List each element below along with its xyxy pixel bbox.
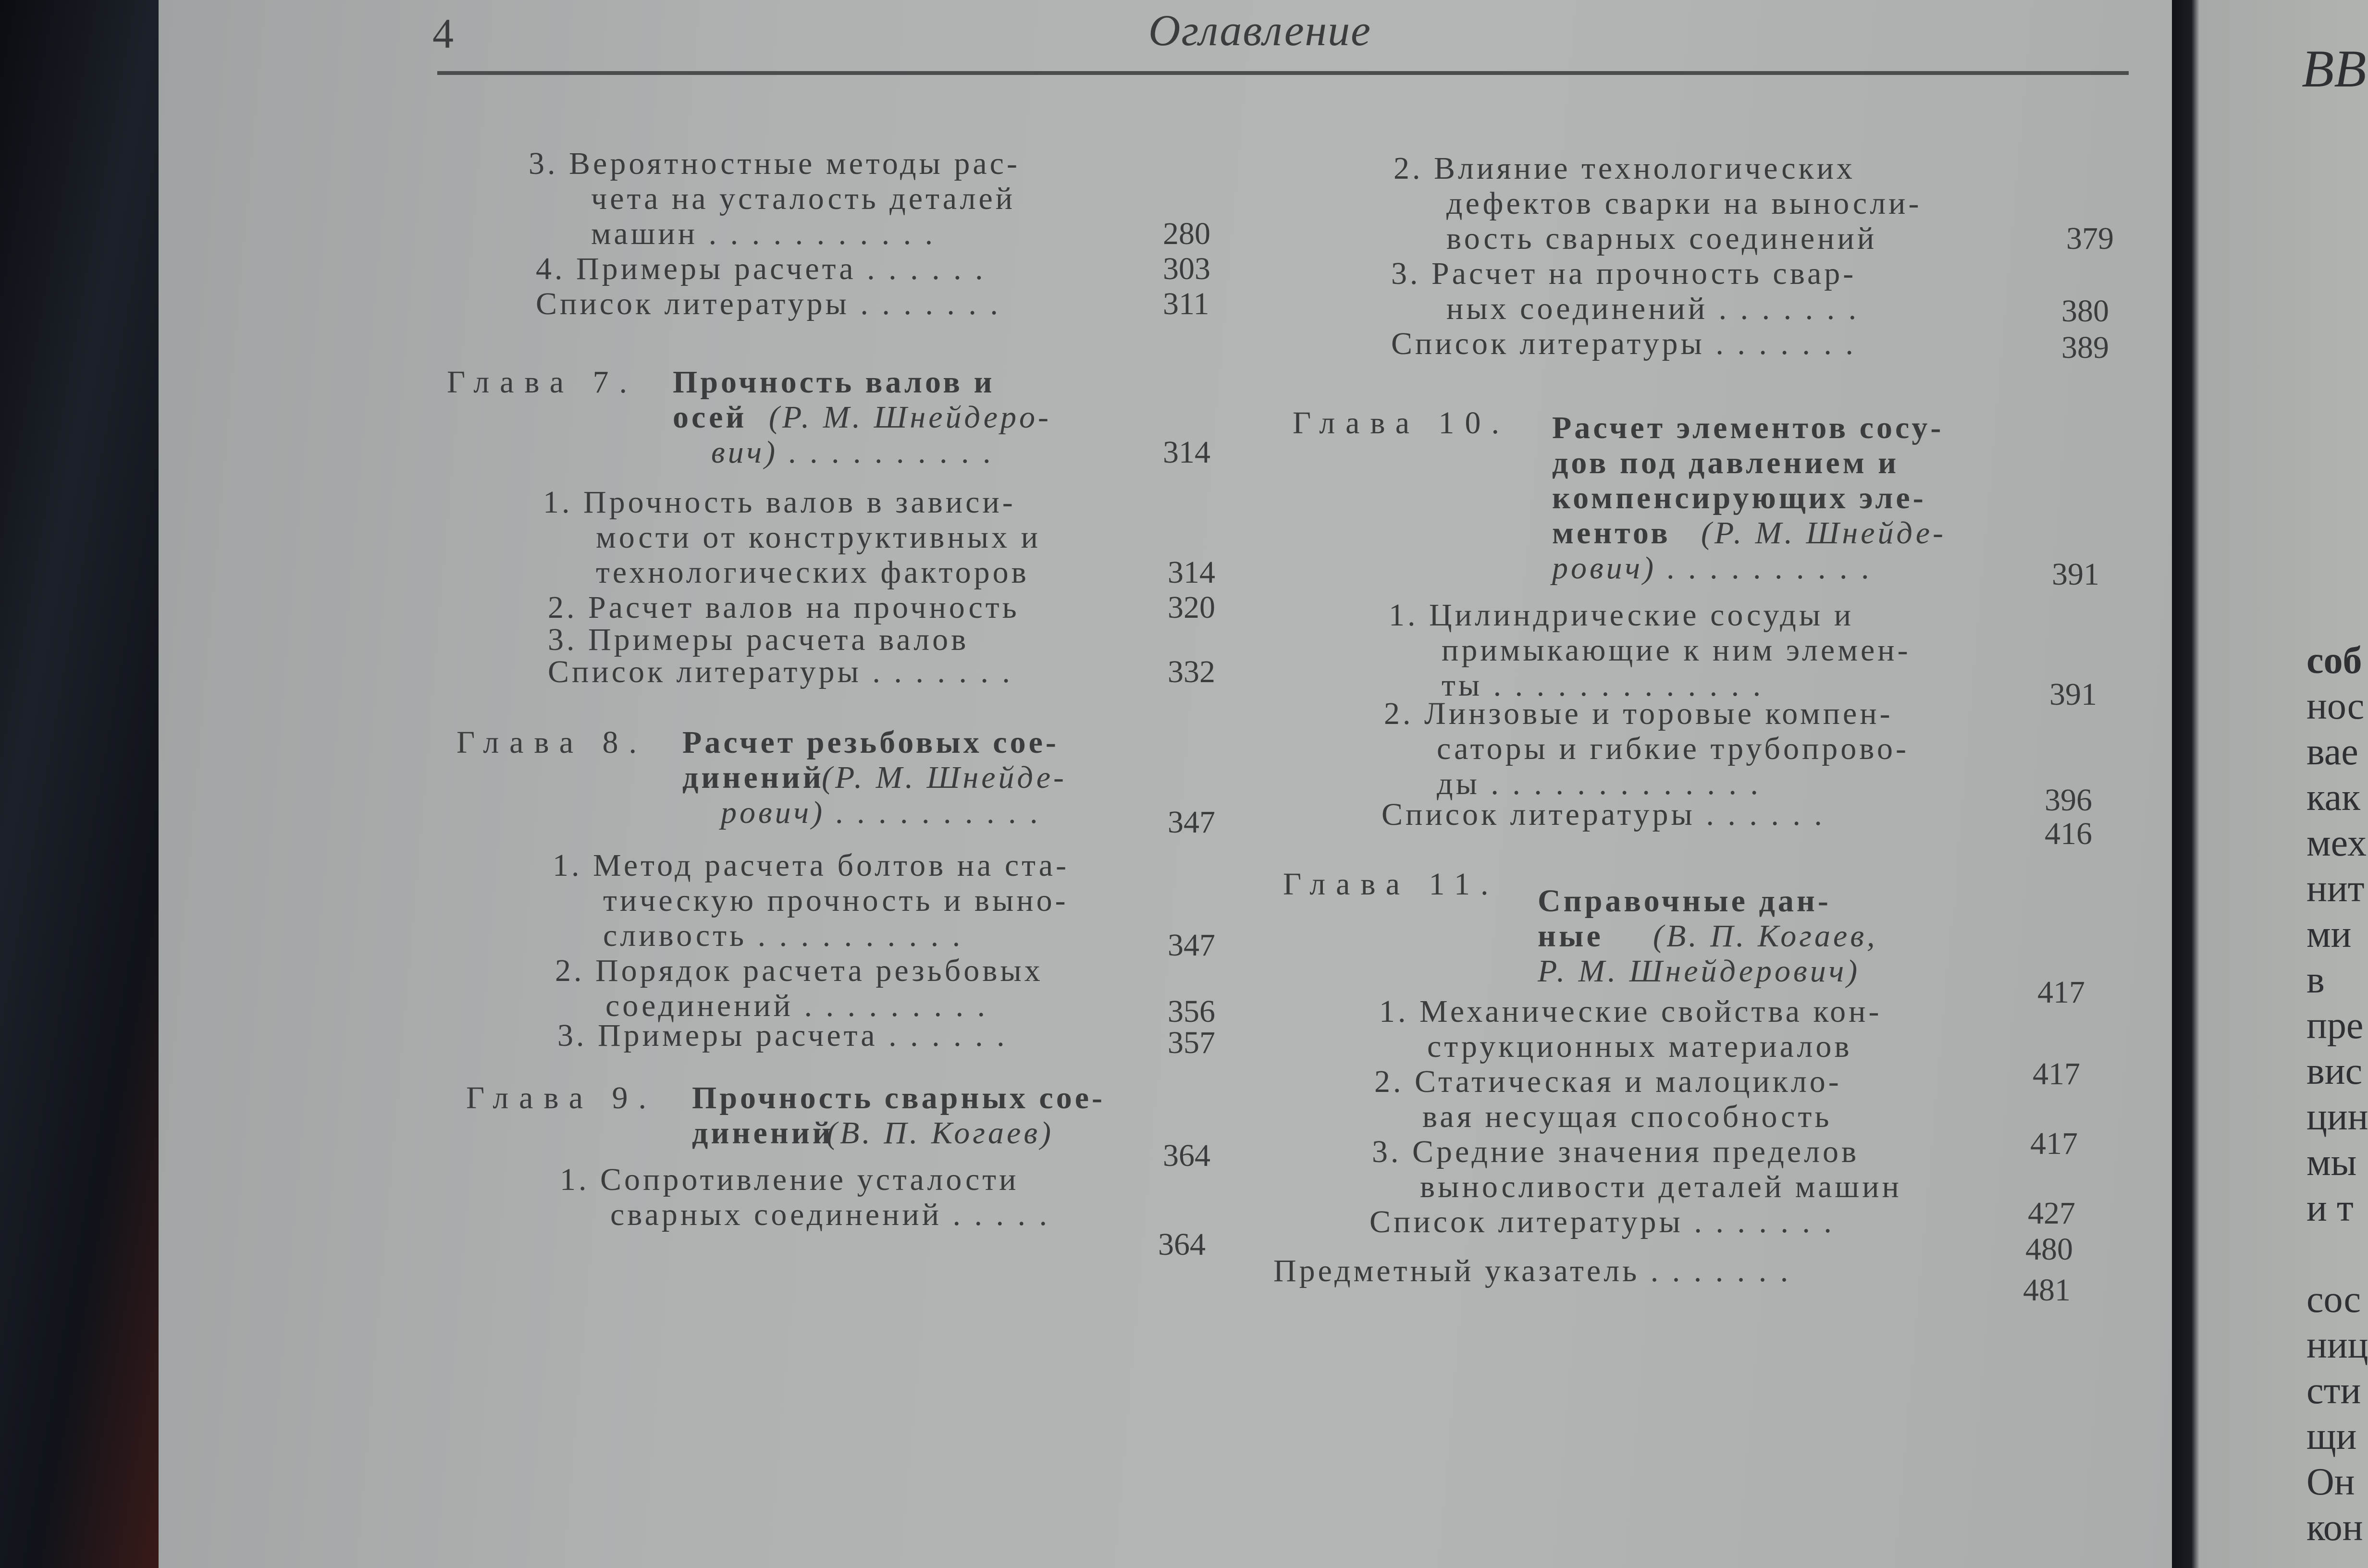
toc-entry: тическую прочность и выно- [603, 883, 1069, 918]
next-page-text: и т [2306, 1187, 2354, 1229]
chapter-label: Глава 9. [466, 1080, 657, 1115]
page-title: Оглавление [1148, 6, 1372, 55]
toc-entry: примыкающие к ним элемен- [1442, 633, 1911, 668]
toc-entry: 4. Примеры расчета . . . . . . [536, 251, 986, 286]
toc-entry: выносливости деталей машин [1420, 1169, 1902, 1204]
toc-entry: 2. Линзовые и торовые компен- [1384, 696, 1893, 731]
chapter-label: Глава 8. [456, 725, 648, 760]
chapter-author: (В. П. Когаев) [826, 1115, 1054, 1151]
toc-page: 380 [2061, 294, 2109, 329]
toc-entry: 3. Примеры расчета валов [548, 622, 969, 657]
next-page-text: пре [2306, 1004, 2364, 1047]
toc-page: 357 [1168, 1025, 1215, 1060]
toc-page: 332 [1168, 654, 1215, 689]
next-page-text: ми [2306, 913, 2352, 956]
toc-entry: чета на усталость деталей [591, 181, 1016, 216]
toc-entry: Список литературы . . . . . . . [548, 654, 1013, 689]
toc-page: 379 [2066, 221, 2114, 256]
toc-entry: сливость . . . . . . . . . . [603, 918, 963, 953]
chapter-title: Расчет резьбовых сое- [682, 725, 1059, 760]
chapter-label: Глава 10. [1293, 405, 1510, 441]
toc-page: 356 [1168, 994, 1215, 1029]
chapter-title: ные [1538, 919, 1603, 954]
chapter-author: вич) . . . . . . . . . . [711, 435, 995, 470]
toc-page: 396 [2045, 783, 2092, 818]
toc-page: 364 [1163, 1138, 1210, 1173]
toc-page: 364 [1158, 1227, 1206, 1262]
toc-entry: вая несущая способность [1422, 1099, 1832, 1134]
toc-page: 427 [2028, 1196, 2075, 1231]
toc-page: 303 [1163, 251, 1210, 286]
toc-entry: 3. Средние значения пределов [1372, 1134, 1860, 1169]
next-page-text: цин [2306, 1096, 2368, 1138]
chapter-author: (Р. М. Шнейдеро- [769, 400, 1052, 435]
toc-entry: 1. Цилиндрические сосуды и [1389, 598, 1854, 633]
toc-entry: 1. Метод расчета болтов на ста- [553, 848, 1070, 883]
toc-entry: машин . . . . . . . . . . . [591, 216, 936, 251]
chapter-title: динений [692, 1115, 834, 1151]
toc-entry: ных соединений . . . . . . . [1446, 291, 1860, 326]
toc-entry: 3. Расчет на прочность свар- [1391, 256, 1857, 291]
chapter-author: рович) . . . . . . . . . . [1552, 551, 1873, 586]
header-rule [437, 71, 2129, 75]
next-page-text: кон [2306, 1507, 2363, 1549]
toc-entry: технологических факторов [596, 555, 1029, 590]
next-page-text: сос [2306, 1278, 2361, 1321]
toc-entry: ды . . . . . . . . . . . . . [1437, 766, 1761, 801]
next-page-text: сти [2306, 1370, 2361, 1412]
toc-page: 417 [2030, 1126, 2078, 1161]
toc-page: 481 [2023, 1273, 2071, 1308]
toc-entry: Список литературы . . . . . . . [536, 286, 1001, 321]
toc-page: 416 [2045, 816, 2092, 851]
next-page-text: ниц [2306, 1324, 2368, 1366]
next-page-text: как [2306, 776, 2361, 819]
toc-entry: саторы и гибкие трубопрово- [1437, 731, 1909, 766]
chapter-label: Глава 11. [1283, 867, 1499, 902]
toc-page: 320 [1168, 590, 1215, 625]
chapter-title: динений [682, 760, 824, 795]
toc-entry: 2. Расчет валов на прочность [548, 590, 1020, 625]
next-page-text: мех [2306, 822, 2367, 864]
toc-page: 314 [1168, 555, 1215, 590]
toc-page: 280 [1163, 216, 1210, 251]
chapter-label: Глава 7. [447, 365, 638, 400]
background-left [0, 0, 163, 1568]
toc-entry: 2. Статическая и малоцикло- [1374, 1064, 1842, 1099]
toc-entry: 2. Порядок расчета резьбовых [555, 953, 1043, 988]
toc-page: 311 [1163, 286, 1209, 321]
chapter-title: Расчет элементов сосу- [1552, 410, 1944, 445]
toc-page: 347 [1168, 805, 1215, 840]
next-page-text: мы [2306, 1141, 2357, 1184]
next-page-text: вае [2306, 731, 2358, 773]
toc-entry: 1. Механические свойства кон- [1379, 994, 1882, 1029]
next-page-text: нос [2306, 685, 2365, 727]
toc-entry: 1. Прочность валов в зависи- [543, 485, 1016, 520]
toc-page: 391 [2049, 677, 2097, 712]
toc-entry: Предметный указатель . . . . . . . [1273, 1253, 1791, 1288]
chapter-author: рович) . . . . . . . . . . [721, 795, 1042, 830]
chapter-title: Справочные дан- [1538, 883, 1831, 919]
toc-entry: Список литературы . . . . . . . [1391, 326, 1856, 361]
next-page-text: вис [2306, 1050, 2363, 1092]
toc-entry: Список литературы . . . . . . [1381, 797, 1825, 832]
toc-page: 391 [2052, 557, 2099, 592]
toc-page: 347 [1168, 928, 1215, 963]
toc-page: 314 [1163, 435, 1210, 470]
chapter-author: (В. П. Когаев, [1653, 919, 1878, 954]
chapter-author: (Р. М. Шнейде- [822, 760, 1067, 795]
chapter-title: Прочность сварных сое- [692, 1080, 1105, 1115]
page-number: 4 [432, 11, 454, 57]
toc-entry: струкционных материалов [1427, 1029, 1852, 1064]
toc-entry: вость сварных соединений [1446, 221, 1877, 256]
chapter-title: Прочность валов и [673, 365, 995, 400]
toc-entry: ты . . . . . . . . . . . . . [1442, 668, 1764, 703]
next-page-text: соб [2306, 639, 2362, 682]
toc-page: 417 [2037, 975, 2085, 1010]
chapter-title: компенсирующих эле- [1552, 480, 1926, 515]
toc-entry: 3. Примеры расчета . . . . . . [557, 1018, 1008, 1053]
toc-entry: Список литературы . . . . . . . [1369, 1204, 1835, 1239]
toc-page: 417 [2033, 1056, 2080, 1091]
next-page-title: ВВ [2302, 39, 2367, 98]
toc-entry: дефектов сварки на выносли- [1446, 186, 1922, 221]
next-page-text: Он [2306, 1461, 2355, 1503]
toc-page: 389 [2061, 330, 2109, 365]
toc-entry: мости от конструктивных и [596, 520, 1041, 555]
next-page-text: щи [2306, 1415, 2357, 1458]
toc-entry: сварных соединений . . . . . [610, 1197, 1050, 1232]
chapter-title: дов под давлением и [1552, 445, 1899, 480]
toc-entry: 3. Вероятностные методы рас- [529, 146, 1020, 181]
chapter-title: осей [673, 400, 747, 435]
chapter-author: Р. М. Шнейдерович) [1538, 954, 1861, 989]
toc-entry: соединений . . . . . . . . . [605, 988, 988, 1023]
chapter-title: ментов [1552, 515, 1671, 551]
toc-entry: 2. Влияние технологических [1394, 151, 1855, 186]
chapter-author: (Р. М. Шнейде- [1701, 515, 1947, 551]
next-page-text: в [2306, 959, 2325, 1001]
toc-entry: 1. Сопротивление усталости [560, 1162, 1019, 1197]
next-page-text: нит [2306, 868, 2365, 910]
toc-page: 480 [2025, 1232, 2073, 1267]
